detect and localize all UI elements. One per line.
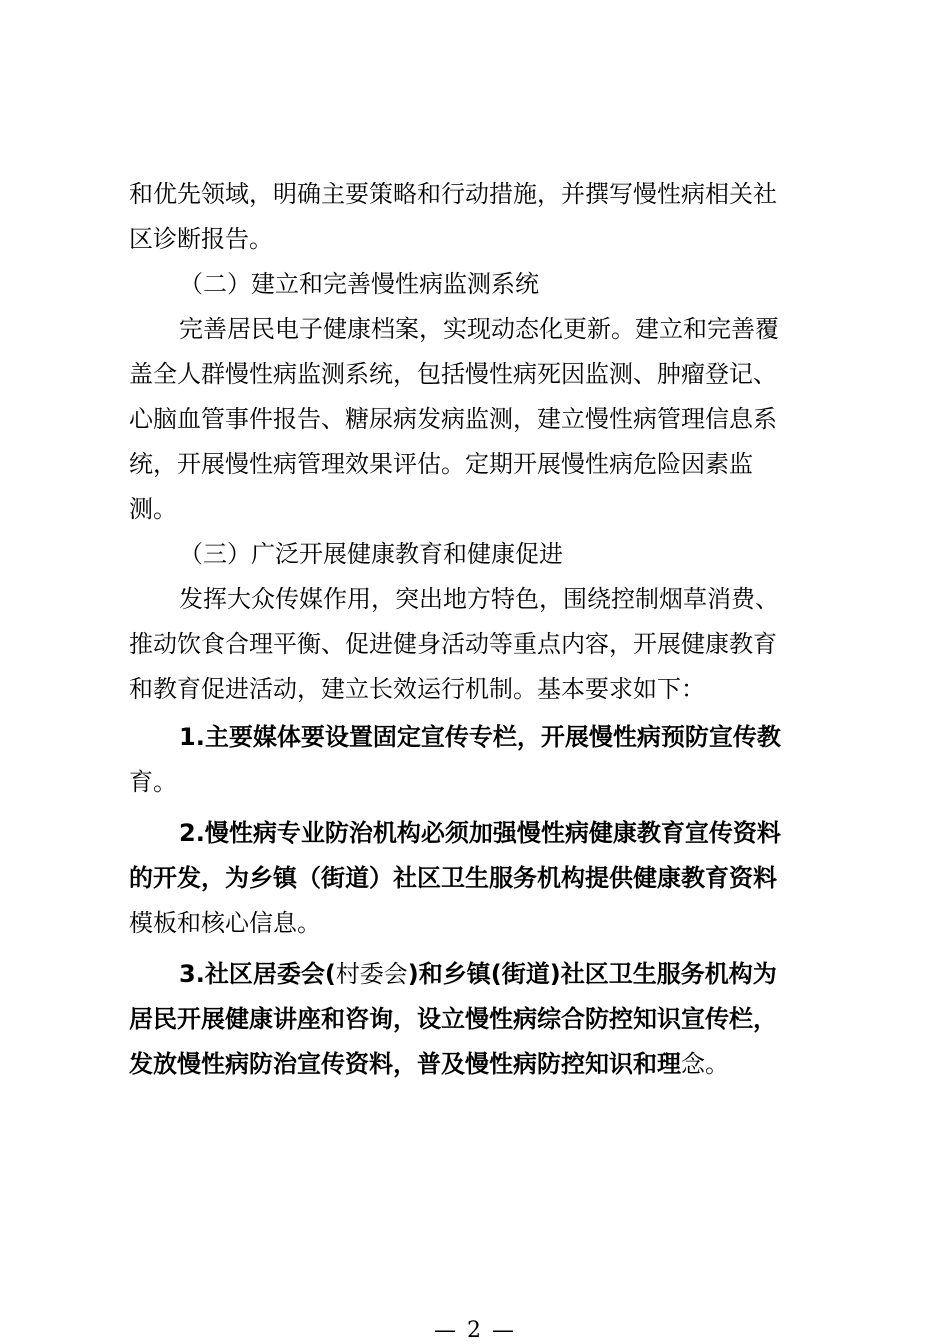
paragraph-line: 盖全人群慢性病监测系统，包括慢性病死因监测、肿瘤登记、 bbox=[129, 360, 777, 388]
paragraph-line: 和优先领域，明确主要策略和行动措施，并撰写慢性病相关社 bbox=[129, 180, 777, 208]
list-item-3-text: 发放慢性病防治宣传资料，普及慢性病防控知识和理 bbox=[129, 1050, 681, 1078]
list-item-3-text: 念。 bbox=[681, 1050, 729, 1078]
list-item-3-text: 村委会 bbox=[335, 960, 408, 988]
list-item-2-line: 2.慢性病专业防治机构必须加强慢性病健康教育宣传资料 bbox=[179, 819, 781, 847]
list-item-3-line bbox=[129, 952, 829, 997]
list-item-3-text: 3.社区居委会( bbox=[179, 960, 336, 988]
paragraph-line: 统，开展慢性病管理效果评估。定期开展慢性病危险因素监 bbox=[129, 450, 753, 478]
list-item-3-line bbox=[129, 1042, 829, 1087]
list-item-1-line: 1.主要媒体要设置固定宣传专栏，开展慢性病预防宣传教 bbox=[179, 723, 781, 751]
paragraph-line: 完善居民电子健康档案，实现动态化更新。建立和完善覆 bbox=[179, 315, 779, 343]
paragraph-line: 测。 bbox=[129, 495, 177, 523]
paragraph-line: 心脑血管事件报告、糖尿病发病监测，建立慢性病管理信息系 bbox=[129, 405, 777, 433]
section-heading-3: （三）广泛开展健康教育和健康促进 bbox=[179, 540, 563, 568]
page-number: — 2 — bbox=[434, 1318, 516, 1343]
section-heading-2: （二）建立和完善慢性病监测系统 bbox=[179, 270, 539, 298]
list-item-2-line: 模板和核心信息。 bbox=[129, 909, 321, 937]
list-item-1-line: 育。 bbox=[129, 768, 177, 796]
list-item-3-line: 居民开展健康讲座和咨询，设立慢性病综合防控知识宣传栏， bbox=[129, 1005, 777, 1033]
paragraph-line: 推动饮食合理平衡、促进健身活动等重点内容，开展健康教育 bbox=[129, 630, 777, 658]
list-item-2-line: 的开发，为乡镇（街道）社区卫生服务机构提供健康教育资料 bbox=[129, 864, 777, 892]
document-body bbox=[129, 172, 829, 1087]
paragraph-line: 发挥大众传媒作用，突出地方特色，围绕控制烟草消费、 bbox=[179, 585, 779, 613]
list-item-3-text: )和乡镇(街道)社区卫生服务机构为 bbox=[407, 960, 777, 988]
paragraph-line: 区诊断报告。 bbox=[129, 225, 273, 253]
paragraph-line: 和教育促进活动，建立长效运行机制。基本要求如下： bbox=[129, 675, 705, 703]
